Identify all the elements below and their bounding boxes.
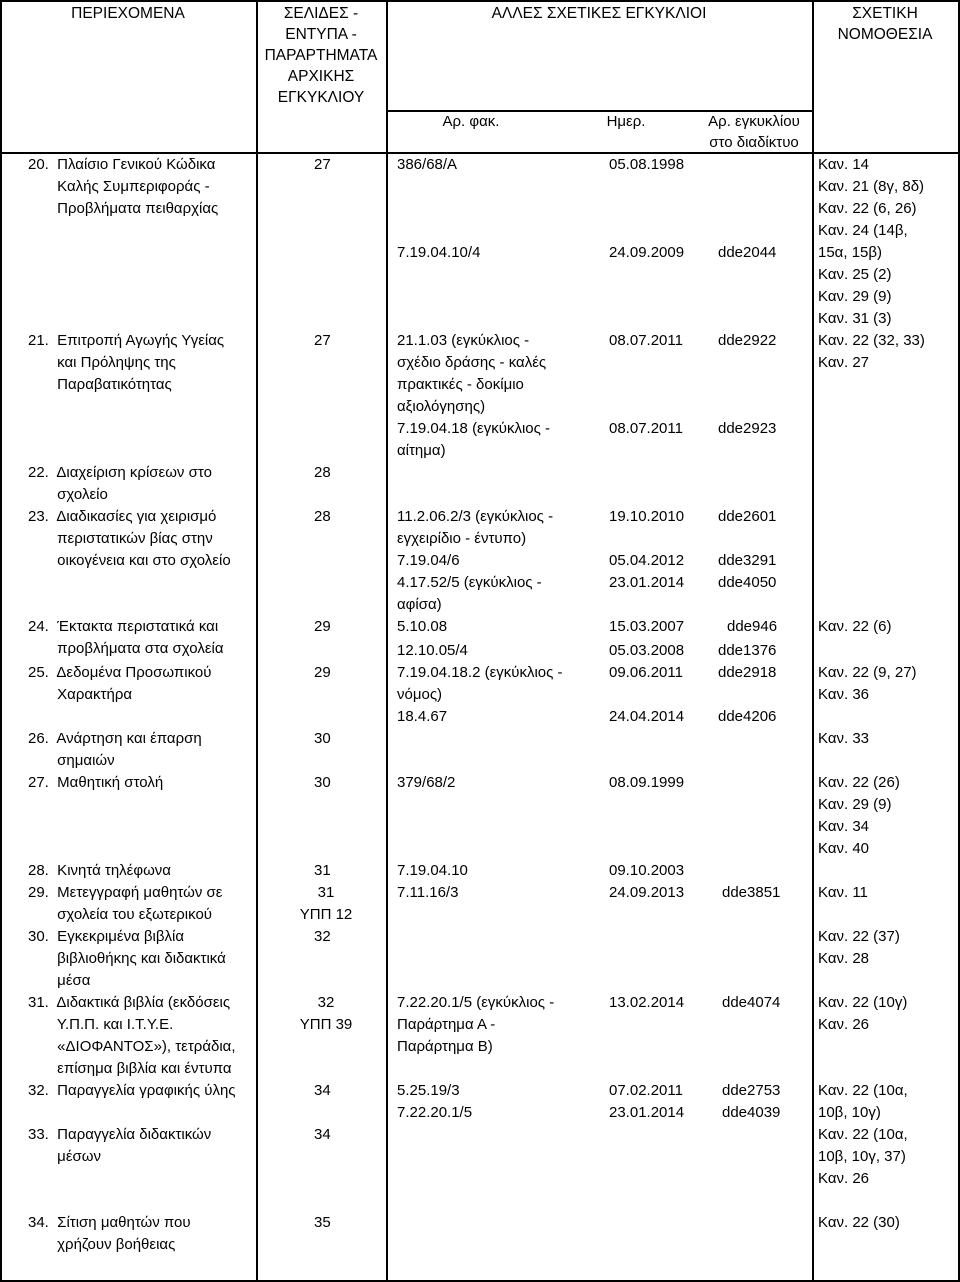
- legislation-33: [818, 1124, 908, 1190]
- legislation-32: [818, 1080, 908, 1124]
- section-22-title: [28, 462, 212, 506]
- text-line: «ΔΙΟΦΑΝΤΟΣ»), τετράδια,: [28, 1038, 236, 1055]
- text-line: 32: [317, 994, 335, 1011]
- online-circular-number: dde2918: [718, 664, 777, 681]
- file-number: 5.10.08: [397, 618, 448, 635]
- pages-24: 29: [314, 618, 331, 635]
- text-line: πρακτικές - δοκίμιο: [397, 376, 524, 393]
- section-21-title: [28, 330, 224, 396]
- online-circular-number: dde946: [727, 618, 778, 635]
- text-line: ΕΝΤΥΠΑ -: [285, 26, 357, 43]
- text-line: 34. Σίτιση μαθητών που: [28, 1214, 191, 1231]
- text-line: ΥΠΠ 12: [299, 906, 353, 923]
- pages-27: 30: [314, 774, 331, 791]
- section-33-title: [28, 1124, 211, 1168]
- text-line: Καν. 29 (9): [818, 288, 892, 305]
- text-line: Καν. 22 (10α,: [818, 1082, 908, 1099]
- file-number: 386/68/Α: [397, 156, 458, 173]
- text-line: οικογένεια και στο σχολείο: [28, 552, 231, 569]
- legislation-25: [818, 662, 917, 706]
- legislation-24: [818, 616, 892, 638]
- online-circular-number: dde4039: [722, 1104, 781, 1121]
- legislation-29: [818, 882, 868, 904]
- file-number: [397, 506, 553, 550]
- text-line: Καν. 22 (10α,: [818, 1126, 908, 1143]
- text-line: ΣΧΕΤΙΚΗ: [852, 5, 918, 22]
- text-line: Παραβατικότητας: [28, 376, 172, 393]
- text-line: 32. Παραγγελία γραφικής ύλης: [28, 1082, 236, 1099]
- text-line: προβλήματα στα σχολεία: [28, 640, 224, 657]
- pages-33: 34: [314, 1126, 331, 1143]
- text-line: 31: [317, 884, 335, 901]
- section-29-title: [28, 882, 222, 926]
- section-24-title: [28, 616, 224, 660]
- text-line: ΣΕΛΙΔΕΣ -: [283, 5, 359, 22]
- text-line: 7.22.20.1/5 (εγκύκλιος -: [397, 994, 555, 1011]
- text-line: αφίσα): [397, 596, 442, 613]
- online-circular-number: dde2601: [718, 508, 777, 525]
- text-line: μέσων: [28, 1148, 101, 1165]
- pages-23: 28: [314, 508, 331, 525]
- text-line: σχέδιο δράσης - καλές: [397, 354, 547, 371]
- text-line: Καν. 22 (26): [818, 774, 900, 791]
- text-line: Καν. 28: [818, 950, 870, 967]
- text-line: μέσα: [28, 972, 91, 989]
- pages-29: [286, 882, 366, 926]
- text-line: Καν. 36: [818, 686, 870, 703]
- text-line: 27. Μαθητική στολή: [28, 774, 164, 791]
- file-number: 18.4.67: [397, 708, 448, 725]
- section-23-title: [28, 506, 231, 572]
- text-line: σημαιών: [28, 752, 115, 769]
- text-line: Καν. 22 (6, 26): [818, 200, 917, 217]
- text-line: Καν. 26: [818, 1170, 870, 1187]
- text-line: νόμος): [397, 686, 443, 703]
- text-line: Αρ. εγκυκλίου: [708, 113, 800, 130]
- text-line: σχολεία του εξωτερικού: [28, 906, 212, 923]
- section-27-title: [28, 772, 163, 794]
- file-number: [397, 418, 550, 462]
- pages-32: 34: [314, 1082, 331, 1099]
- legislation-30: [818, 926, 900, 970]
- online-circular-number: dde2044: [718, 244, 777, 261]
- online-circular-number: dde4074: [722, 994, 781, 1011]
- text-line: Καν. 40: [818, 840, 870, 857]
- column-divider: [386, 0, 388, 1282]
- text-line: Καν. 22 (10γ): [818, 994, 908, 1011]
- text-line: 15α, 15β): [818, 244, 882, 261]
- subheader-online-number: [696, 111, 812, 153]
- text-line: ΕΓΚΥΚΛΙΟΥ: [277, 89, 365, 106]
- text-line: και Πρόληψης της: [28, 354, 176, 371]
- text-line: 25. Δεδομένα Προσωπικού: [28, 664, 212, 681]
- section-28-title: [28, 860, 171, 882]
- legislation-26: [818, 728, 869, 750]
- legislation-20: [818, 154, 924, 330]
- text-line: ΑΡΧΙΚΗΣ: [287, 68, 355, 85]
- pages-22: 28: [314, 464, 331, 481]
- online-circular-number: dde2923: [718, 420, 777, 437]
- pages-30: 32: [314, 928, 331, 945]
- text-line: Καν. 31 (3): [818, 310, 892, 327]
- text-line: Καν. 22 (32, 33): [818, 332, 925, 349]
- text-line: 4.17.52/5 (εγκύκλιος -: [397, 574, 542, 591]
- legislation-34: [818, 1212, 900, 1234]
- text-line: στο διαδίκτυο: [709, 134, 799, 151]
- subheader-date: Ημερ.: [606, 113, 646, 130]
- section-25-title: [28, 662, 211, 706]
- text-line: Παράρτημα Α -: [397, 1016, 496, 1033]
- file-number: [397, 992, 554, 1058]
- section-20-title: [28, 154, 218, 220]
- text-line: σχολείο: [28, 486, 108, 503]
- text-line: Καν. 33: [818, 730, 870, 747]
- file-number: [397, 330, 546, 418]
- text-line: 33. Παραγγελία διδακτικών: [28, 1126, 212, 1143]
- circular-date: 09.06.2011: [609, 664, 683, 681]
- text-line: 26. Ανάρτηση και έπαρση: [28, 730, 202, 747]
- text-line: βιβλιοθήκης και διδακτικά: [28, 950, 226, 967]
- legislation-27: [818, 772, 900, 860]
- column-divider: [256, 0, 258, 1282]
- pages-34: 35: [314, 1214, 331, 1231]
- circular-date: 24.09.2009: [609, 244, 685, 261]
- text-line: Καν. 14: [818, 156, 870, 173]
- text-line: 23. Διαδικασίες για χειρισμό: [28, 508, 217, 525]
- subheader-file-number: Αρ. φακ.: [442, 113, 500, 130]
- pages-28: 31: [314, 862, 331, 879]
- text-line: 31. Διδακτικά βιβλία (εκδόσεις: [28, 994, 231, 1011]
- section-31-title: [28, 992, 236, 1080]
- circular-date: 09.10.2003: [609, 862, 685, 879]
- circular-date: 15.03.2007: [609, 618, 685, 635]
- circular-date: 08.07.2011: [609, 332, 683, 349]
- online-circular-number: dde3851: [722, 884, 781, 901]
- file-number: [397, 662, 563, 706]
- online-circular-number: dde2922: [718, 332, 777, 349]
- pages-25: 29: [314, 664, 331, 681]
- circular-date: 19.10.2010: [609, 508, 685, 525]
- header-legislation: [812, 3, 958, 45]
- text-line: Καν. 22 (30): [818, 1214, 900, 1231]
- circular-date: 24.09.2013: [609, 884, 685, 901]
- text-line: ΝΟΜΟΘΕΣΙΑ: [837, 26, 933, 43]
- text-line: επίσημα βιβλία και έντυπα: [28, 1060, 232, 1077]
- file-number: 7.19.04/6: [397, 552, 460, 569]
- section-30-title: [28, 926, 226, 992]
- online-circular-number: dde3291: [718, 552, 777, 569]
- column-divider: [812, 0, 814, 1282]
- circular-date: 08.07.2011: [609, 420, 683, 437]
- circular-date: 23.01.2014: [609, 574, 685, 591]
- text-line: 28. Κινητά τηλέφωνα: [28, 862, 171, 879]
- file-number: 12.10.05/4: [397, 642, 468, 659]
- text-line: 10β, 10γ, 37): [818, 1148, 906, 1165]
- text-line: Καν. 22 (6): [818, 618, 892, 635]
- file-number: 7.22.20.1/5: [397, 1104, 473, 1121]
- circular-date: 07.02.2011: [609, 1082, 683, 1099]
- online-circular-number: dde1376: [718, 642, 777, 659]
- text-line: ΥΠΠ 39: [299, 1016, 353, 1033]
- circular-date: 13.02.2014: [609, 994, 685, 1011]
- table-border: [0, 0, 2, 1282]
- pages-20: 27: [314, 156, 331, 173]
- file-number: [397, 572, 542, 616]
- circular-date: 24.04.2014: [609, 708, 685, 725]
- text-line: Καν. 34: [818, 818, 870, 835]
- text-line: 7.19.04.18.2 (εγκύκλιος -: [397, 664, 563, 681]
- text-line: εγχειρίδιο - έντυπο): [397, 530, 527, 547]
- text-line: 10β, 10γ): [818, 1104, 881, 1121]
- text-line: 7.19.04.18 (εγκύκλιος -: [397, 420, 551, 437]
- pages-26: 30: [314, 730, 331, 747]
- section-34-title: [28, 1212, 191, 1256]
- text-line: 22. Διαχείριση κρίσεων στο: [28, 464, 212, 481]
- online-circular-number: dde4206: [718, 708, 777, 725]
- text-line: 24. Έκτακτα περιστατικά και: [28, 618, 219, 635]
- legislation-31: [818, 992, 907, 1036]
- legislation-21: [818, 330, 925, 374]
- text-line: 21. Επιτροπή Αγωγής Υγείας: [28, 332, 225, 349]
- circular-date: 08.09.1999: [609, 774, 685, 791]
- text-line: 21.1.03 (εγκύκλιος -: [397, 332, 530, 349]
- table-border: [0, 0, 960, 2]
- text-line: Καν. 11: [818, 884, 868, 901]
- section-26-title: [28, 728, 202, 772]
- text-line: 29. Μετεγγραφή μαθητών σε: [28, 884, 223, 901]
- text-line: Χαρακτήρα: [28, 686, 133, 703]
- text-line: Υ.Π.Π. και Ι.Τ.Υ.Ε.: [28, 1016, 174, 1033]
- circular-date: 05.04.2012: [609, 552, 685, 569]
- text-line: Καν. 22 (9, 27): [818, 664, 917, 681]
- file-number: 379/68/2: [397, 774, 456, 791]
- text-line: 30. Εγκεκριμένα βιβλία: [28, 928, 185, 945]
- text-line: Καν. 27: [818, 354, 870, 371]
- file-number: 7.19.04.10/4: [397, 244, 481, 261]
- header-pages: [256, 3, 386, 108]
- section-32-title: [28, 1080, 236, 1102]
- circular-date: 23.01.2014: [609, 1104, 685, 1121]
- text-line: Καν. 21 (8γ, 8δ): [818, 178, 925, 195]
- text-line: Καν. 29 (9): [818, 796, 892, 813]
- text-line: Καλής Συμπεριφοράς -: [28, 178, 210, 195]
- circular-date: 05.03.2008: [609, 642, 685, 659]
- text-line: χρήζουν βοήθειας: [28, 1236, 176, 1253]
- online-circular-number: dde2753: [722, 1082, 781, 1099]
- text-line: 11.2.06.2/3 (εγκύκλιος -: [397, 508, 554, 525]
- header-contents: ΠΕΡΙΕΧΟΜΕΝΑ: [71, 5, 185, 22]
- text-line: Καν. 24 (14β,: [818, 222, 908, 239]
- text-line: αξιολόγησης): [397, 398, 486, 415]
- file-number: 7.19.04.10: [397, 862, 468, 879]
- online-circular-number: dde4050: [718, 574, 777, 591]
- text-line: Καν. 26: [818, 1016, 870, 1033]
- text-line: περιστατικών βίας στην: [28, 530, 213, 547]
- pages-21: 27: [314, 332, 331, 349]
- circular-date: 05.08.1998: [609, 156, 685, 173]
- pages-31: [286, 992, 366, 1036]
- text-line: ΠΑΡΑΡΤΗΜΑΤΑ: [264, 47, 378, 64]
- text-line: 20. Πλαίσιο Γενικού Κώδικα: [28, 156, 216, 173]
- subheader-divider: [386, 110, 812, 112]
- header-other-circulars: ΑΛΛΕΣ ΣΧΕΤΙΚΕΣ ΕΓΚΥΚΛΙΟΙ: [491, 5, 707, 22]
- text-line: αίτημα): [397, 442, 446, 459]
- text-line: Καν. 25 (2): [818, 266, 892, 283]
- file-number: 5.25.19/3: [397, 1082, 460, 1099]
- text-line: Καν. 22 (37): [818, 928, 900, 945]
- text-line: Προβλήματα πειθαρχίας: [28, 200, 219, 217]
- text-line: Παράρτημα Β): [397, 1038, 493, 1055]
- file-number: 7.11.16/3: [397, 884, 459, 901]
